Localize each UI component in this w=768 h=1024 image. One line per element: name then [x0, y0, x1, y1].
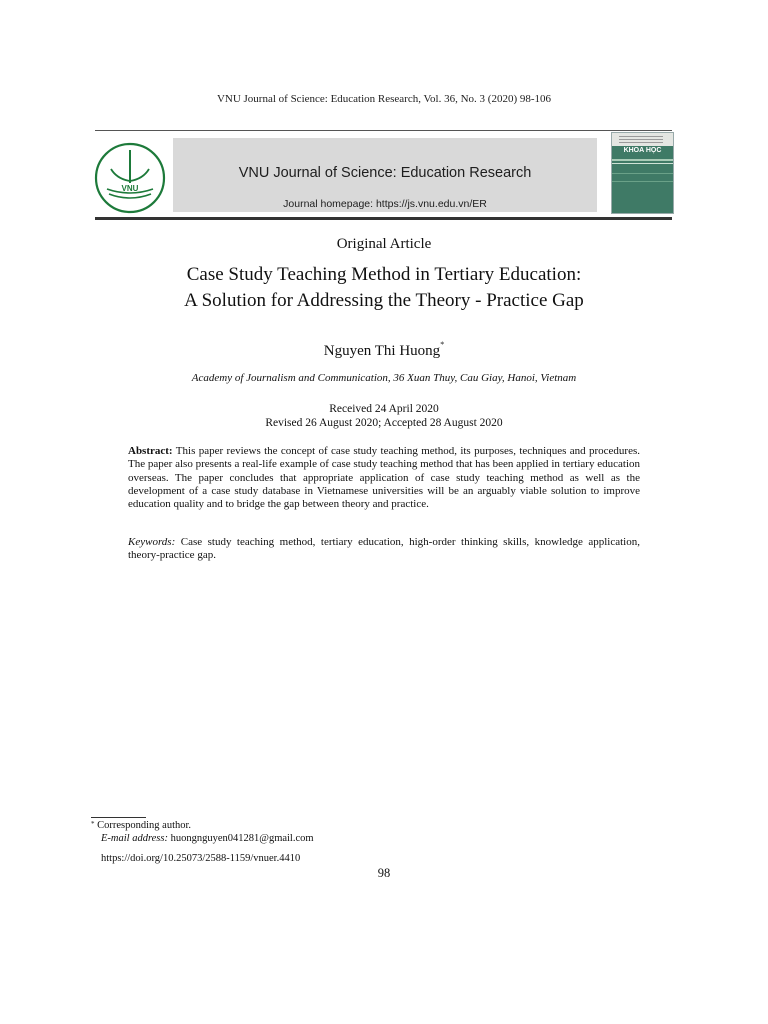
- logo-text: VNU: [121, 184, 139, 193]
- keywords: [128, 536, 640, 563]
- journal-cover-thumbnail: [611, 132, 674, 214]
- cover-stripe: [612, 159, 673, 161]
- journal-banner: [173, 138, 597, 212]
- cover-stripe: [612, 163, 673, 164]
- footnote-email: [101, 833, 314, 844]
- abstract-label: Abstract:: [128, 445, 173, 457]
- cover-stripe: [612, 173, 673, 174]
- received-date: Received 24 April 2020: [329, 403, 439, 415]
- title-line-2: A Solution for Addressing the Theory - Practice Gap: [184, 290, 584, 311]
- title-line-1: Case Study Teaching Method in Tertiary Education:: [186, 264, 582, 285]
- abstract: [128, 445, 640, 511]
- email-address[interactable]: huongnguyen041281@gmail.com: [170, 833, 314, 844]
- affiliation: Academy of Journalism and Communication, 36 Xuan Thuy, Cau Giay, Hanoi, Vietnam: [191, 372, 577, 384]
- corresponding-text: Corresponding author.: [97, 820, 192, 831]
- revised-accepted-dates: Revised 26 August 2020; Accepted 28 August 2020: [265, 417, 503, 429]
- article-title: [0, 262, 768, 314]
- article-dates: [0, 402, 768, 430]
- article-type: Original Article: [336, 236, 432, 252]
- footnote-corresponding: [91, 820, 191, 831]
- vnu-logo: [93, 141, 167, 215]
- journal-title: VNU Journal of Science: Education Research: [238, 165, 532, 181]
- author-name: Nguyen Thi Huong: [323, 343, 441, 359]
- cover-stripe: [612, 181, 673, 182]
- keywords-text: Case study teaching method, tertiary education, high-order thinking skills, knowledge application, theory-practice gap.: [128, 536, 640, 562]
- page-number: 98: [377, 866, 391, 880]
- footnote-rule: [91, 817, 146, 818]
- cover-header-band: [612, 133, 673, 146]
- cover-title: KHOA HỌC: [623, 147, 662, 154]
- keywords-label: Keywords:: [128, 536, 176, 548]
- footnote-mark: *: [91, 820, 95, 828]
- email-label: E-mail address:: [101, 833, 168, 844]
- abstract-text: This paper reviews the concept of case study teaching method, its purposes, techniques and procedures. The paper also presents a real-life example of case study teaching method that has been applied in tertiary education overseas. The paper concludes that appropriate application of case study teaching method as well as the development of a case study database in Vietnamese universities will be an arguably viable solution to improve education quality and to bridge the gap between theory and practice.: [128, 445, 640, 511]
- author: [0, 340, 768, 360]
- running-head: VNU Journal of Science: Education Research, Vol. 36, No. 3 (2020) 98-106: [216, 93, 552, 105]
- author-mark: *: [440, 340, 445, 349]
- header-rule-top: [95, 130, 672, 131]
- header-rule-bottom: [95, 217, 672, 220]
- journal-homepage: Journal homepage: https://js.vnu.edu.vn/ER: [283, 198, 487, 210]
- doi-link[interactable]: https://doi.org/10.25073/2588-1159/vnuer.4410: [101, 853, 301, 864]
